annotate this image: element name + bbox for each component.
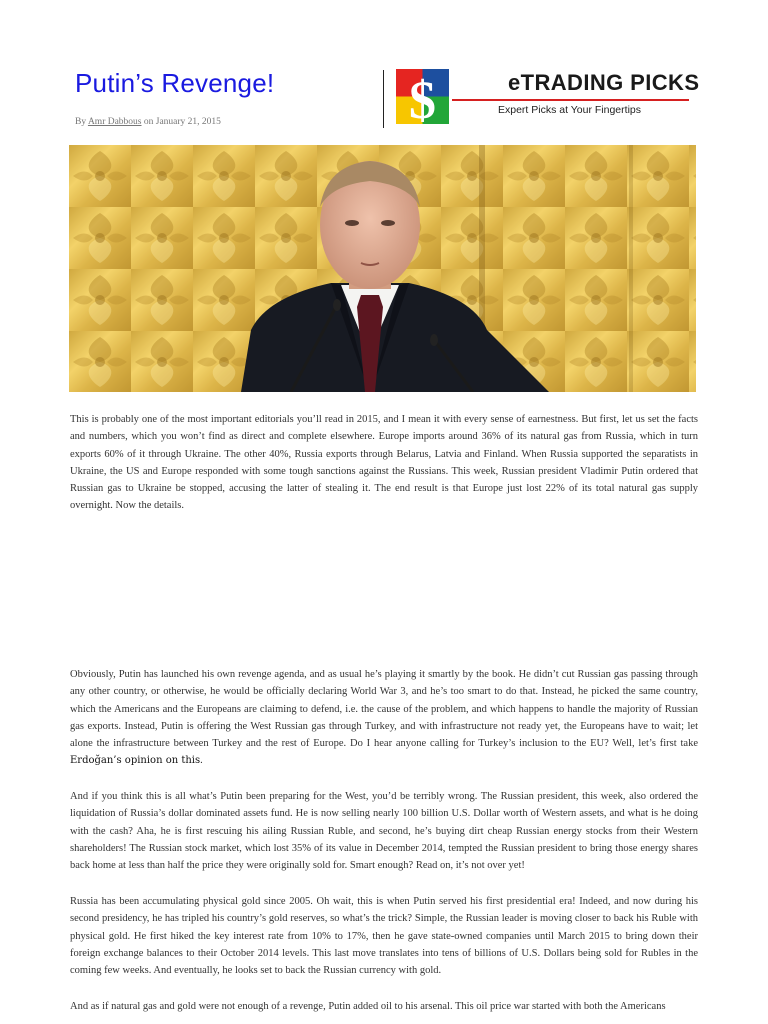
byline-prefix: By (75, 117, 88, 127)
brand-tagline: Expert Picks at Your Fingertips (498, 104, 641, 116)
brand-name: eTRADING PICKS (508, 70, 700, 95)
dollar-logo-icon (396, 69, 449, 124)
header-divider (383, 70, 384, 128)
brand-underline (452, 99, 689, 101)
erdogan-opinion-link[interactable]: Erdoğan’s opinion on this (70, 755, 201, 767)
author-link[interactable]: Amr Dabbous (87, 117, 142, 127)
paragraph-5: And as if natural gas and gold were not enough of a revenge, Putin added oil to his arsenal. This oil price war started with both the Americans (70, 1001, 666, 1012)
article-photo (69, 145, 696, 392)
byline-date: on January 21, 2015 (141, 117, 221, 127)
paragraph-2-text: Obviously, Putin has launched his own revenge agenda, and as usual he’s playing it smartly by the book. He didn’t cut Russian gas passing through any other country, or otherwise, he would be officially declaring World War 3, and he’s too smart to do that. Instead, he picked the same country, which the Americans and the Europeans are claiming to defend, i.e. the cause of the problem, and which happens to handle the majority of Russian gas exports. Instead, Putin is offering the West Russian gas through Turkey, and with infrastructure not ready yet, the Europeans have to wait; let alone the infrastructure between Turkey and the rest of Europe. Do I hear anyone calling for Turkey’s inclusion to the EU? Well, let’s first take (70, 669, 698, 750)
article-header (0, 0, 768, 140)
dollar-glyph: $ (409, 70, 436, 124)
paragraph-4: Russia has been accumulating physical gold since 2005. Oh wait, this is when Putin served his first presidential era! Indeed, and now during his second presidency, he has tripled his country’s gold reserves, so what’s the trick? Simple, the Russian leader is moving closer to back his Ruble with physical gold. He first hiked the key interest rate from 10% to 17%, then he gave state-owned companies until March 2015 to bring down their foreign exchange balances to their October 2014 levels. This last move translates into tens of billions of U.S. Dollars being sold for Rubles in the coming few weeks. And eventually, he looks set to back the Russian currency with gold. (70, 896, 698, 977)
paragraph-2-end: . (200, 755, 203, 767)
paragraph-2 (70, 666, 698, 770)
article-title: Putin’s Revenge! (75, 68, 275, 98)
byline (75, 117, 221, 127)
paragraph-3: And if you think this is all what’s Putin been preparing for the West, you’d be terribly wrong. The Russian president, this week, also ordered the liquidation of Russia’s dollar dominated assets fund. He is now selling nearly 100 billion U.S. Dollar worth of Western assets, and what is he doing with the cash? Aha, he is first rescuing his ailing Russian Ruble, and second, he’s buying dirt cheap Russian energy stocks from their Western shareholders! The Russian stock market, which lost 35% of its value in December 2014, tempted the Russian president to bring those energy shares back home at less than half the price they were originally sold for. Smart enough? Read on, it’s not over yet! (70, 791, 698, 872)
paragraph-1: This is probably one of the most important editorials you’ll read in 2015, and I mean it with every sense of earnestness. But first, let us set the facts and numbers, which you won’t find as direct and complete elsewhere. Europe imports around 36% of its natural gas from Russia, which in turn exports 60% of it through Ukraine. The other 40%, Russia exports through Belarus, Latvia and Finland. When Russia supported the separatists in Ukraine, the US and Europe responded with some tough sanctions against the Russians. This week, Russian president Vladimir Putin ordered that Russian gas to Ukraine be stopped, accusing the latter of stealing it. The end result is that Europe just lost 22% of its total natural gas supply overnight. Now the details. (70, 414, 698, 512)
